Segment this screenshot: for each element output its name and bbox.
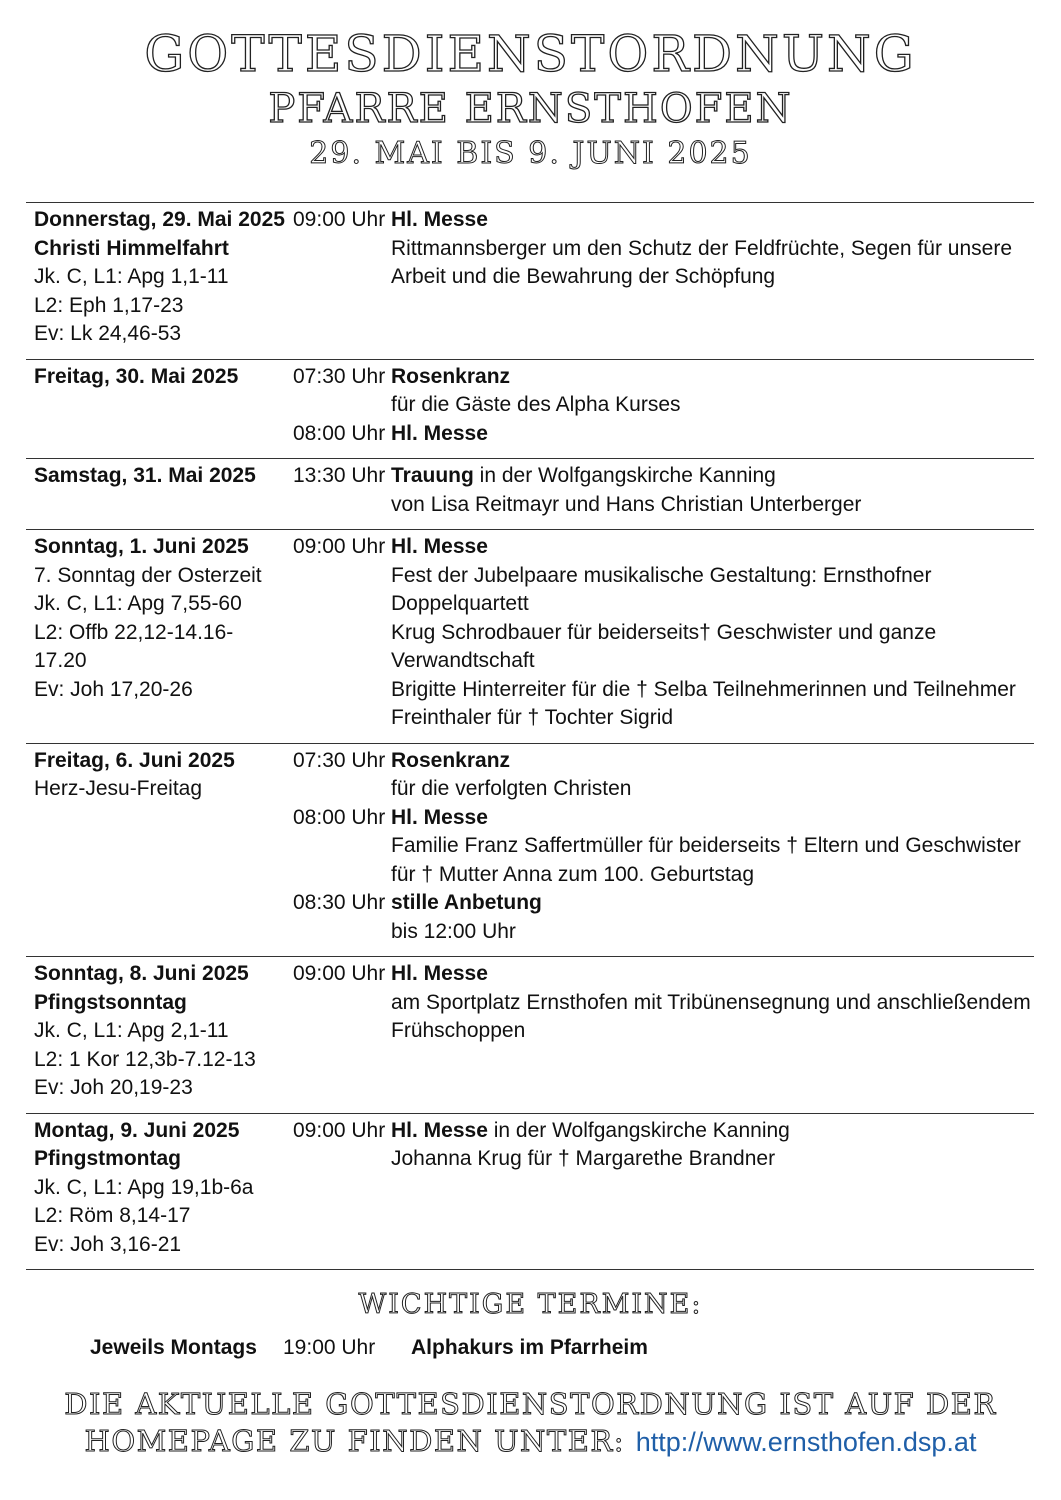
service-detail: Krug Schrodbauer für beiderseits† Geschwister und ganze <box>391 620 937 644</box>
service-title-line <box>391 533 1034 562</box>
schedule-row <box>26 458 1034 529</box>
service-title-line <box>391 889 1034 918</box>
service-title: Hl. Messe <box>391 535 488 558</box>
service-title-line <box>391 1117 1034 1146</box>
date-column <box>26 363 293 449</box>
service-body <box>391 533 1034 733</box>
service-title-line <box>391 420 1034 449</box>
day-date: Freitag, 30. Mai 2025 <box>34 364 239 388</box>
date-column <box>26 1117 293 1260</box>
reading: L2: Offb 22,12-14.16- <box>34 620 234 644</box>
service-entry <box>293 889 1034 946</box>
service-time: 13:30 Uhr <box>293 464 386 487</box>
service-time: 07:30 Uhr <box>293 748 386 772</box>
feast-name: Pfingstsonntag <box>34 990 187 1014</box>
service-title: stille Anbetung <box>391 891 542 914</box>
service-time: 08:30 Uhr <box>293 891 386 914</box>
schedule-row <box>26 743 1034 957</box>
header <box>0 24 1061 174</box>
footer-note <box>0 1386 1061 1461</box>
reading: Ev: Joh 17,20-26 <box>34 677 193 701</box>
events-column <box>293 533 1034 733</box>
footer-line-1: DIE AKTUELLE GOTTESDIENSTORDNUNG IST AUF DER <box>64 1387 997 1421</box>
service-detail: Fest der Jubelpaare musikalische Gestaltung: Ernsthofner <box>391 563 932 587</box>
schedule-table <box>26 202 1034 1270</box>
service-detail: bis 12:00 Uhr <box>391 919 516 943</box>
service-title-line <box>391 804 1034 833</box>
events-column <box>293 363 1034 449</box>
service-body <box>391 363 1034 420</box>
service-time: 09:00 Uhr <box>293 1118 386 1142</box>
date-column <box>26 533 293 733</box>
homepage-link[interactable]: http://www.ernsthofen.dsp.at <box>635 1427 977 1457</box>
footer-line-2: HOMEPAGE ZU FINDEN UNTER: <box>84 1424 626 1458</box>
schedule-row <box>26 956 1034 1113</box>
reading: Herz-Jesu-Freitag <box>34 777 203 800</box>
service-body <box>391 804 1034 890</box>
service-entry <box>293 747 1034 804</box>
day-date: Sonntag, 8. Juni 2025 <box>34 962 249 985</box>
service-detail: Johanna Krug für † Margarethe Brandner <box>391 1147 776 1170</box>
feast-name: Christi Himmelfahrt <box>34 236 229 260</box>
service-body <box>391 420 1034 449</box>
service-entry <box>293 206 1034 292</box>
service-time: 09:00 Uhr <box>293 535 386 558</box>
service-detail: für die verfolgten Christen <box>391 777 632 800</box>
service-time: 07:30 Uhr <box>293 364 386 388</box>
parish-name: PFARRE ERNSTHOFEN <box>268 86 793 132</box>
service-title: Rosenkranz <box>391 748 511 772</box>
reading: Jk. C, L1: Apg 1,1-11 <box>34 265 229 288</box>
reading: Ev: Lk 24,46-53 <box>34 322 182 345</box>
service-title: Hl. Messe <box>391 805 488 829</box>
service-detail: am Sportplatz Ernsthofen mit Tribünensegnung und anschließendem <box>391 990 1031 1014</box>
service-entry <box>293 1117 1034 1174</box>
service-entry <box>293 960 1034 1046</box>
reading: Jk. C, L1: Apg 7,55-60 <box>34 592 242 615</box>
page-title: GOTTESDIENSTORDNUNG <box>144 25 917 83</box>
date-column <box>26 206 293 349</box>
service-detail: Doppelquartett <box>391 592 529 615</box>
schedule-row <box>26 202 1034 359</box>
day-date: Sonntag, 1. Juni 2025 <box>34 535 249 558</box>
schedule-row <box>26 529 1034 743</box>
service-body <box>391 747 1034 804</box>
day-date: Montag, 9. Juni 2025 <box>34 1118 240 1142</box>
service-detail: Familie Franz Saffertmüller für beiderseits † Eltern und Geschwister <box>391 834 1021 857</box>
events-column <box>293 960 1034 1103</box>
date-column <box>26 960 293 1103</box>
service-entry <box>293 363 1034 420</box>
service-detail: Rittmannsberger um den Schutz der Feldfrüchte, Segen für unsere <box>391 236 1012 260</box>
service-time: 09:00 Uhr <box>293 208 386 231</box>
service-detail: Brigitte Hinterreiter für die † Selba Teilnehmerinnen und Teilnehmer <box>391 677 1016 701</box>
events-column <box>293 747 1034 947</box>
service-location: in der Wolfgangskirche Kanning <box>487 1118 790 1142</box>
service-title: Hl. Messe <box>391 1118 488 1142</box>
service-title-line <box>391 462 1034 491</box>
service-location: in der Wolfgangskirche Kanning <box>473 464 776 487</box>
reading: 7. Sonntag der Osterzeit <box>34 563 262 587</box>
feast-name: Pfingstmontag <box>34 1147 181 1170</box>
service-title: Rosenkranz <box>391 364 511 388</box>
service-entry <box>293 420 1034 449</box>
events-column <box>293 206 1034 349</box>
service-body <box>391 1117 1034 1174</box>
service-detail: Verwandtschaft <box>391 649 535 672</box>
day-date: Samstag, 31. Mai 2025 <box>34 464 256 487</box>
reading: L2: Röm 8,14-17 <box>34 1204 191 1227</box>
reading: Ev: Joh 3,16-21 <box>34 1232 182 1256</box>
service-title: Trauung <box>391 464 474 487</box>
reading: Ev: Joh 20,19-23 <box>34 1076 193 1099</box>
termine-what: Alphakurs im Pfarrheim <box>411 1336 648 1359</box>
service-entry <box>293 533 1034 733</box>
reading: L2: 1 Kor 12,3b-7.12-13 <box>34 1047 256 1071</box>
day-date: Donnerstag, 29. Mai 2025 <box>34 208 285 231</box>
reading: L2: Eph 1,17-23 <box>34 293 184 317</box>
date-range: 29. MAI BIS 9. JUNI 2025 <box>309 136 752 171</box>
service-detail: für † Mutter Anna zum 100. Geburtstag <box>391 862 755 886</box>
date-column <box>26 747 293 947</box>
service-title: Hl. Messe <box>391 208 488 231</box>
service-body <box>391 889 1034 946</box>
termine-when: Jeweils Montags <box>90 1336 257 1359</box>
service-detail: Freinthaler für † Tochter Sigrid <box>391 706 674 729</box>
service-detail: Frühschoppen <box>391 1019 526 1042</box>
service-detail: von Lisa Reitmayr und Hans Christian Unterberger <box>391 492 862 516</box>
schedule-row <box>26 1113 1034 1271</box>
service-time: 09:00 Uhr <box>293 962 386 985</box>
important-dates-row <box>90 1334 648 1362</box>
service-time: 08:00 Uhr <box>293 421 386 445</box>
service-detail: für die Gäste des Alpha Kurses <box>391 393 681 416</box>
service-title-line <box>391 960 1034 989</box>
service-title: Hl. Messe <box>391 962 488 985</box>
termine-time: 19:00 Uhr <box>283 1336 376 1359</box>
service-title: Hl. Messe <box>391 421 488 445</box>
service-time: 08:00 Uhr <box>293 805 386 829</box>
service-title-line <box>391 363 1034 392</box>
service-detail: Arbeit und die Bewahrung der Schöpfung <box>391 265 776 288</box>
reading: Jk. C, L1: Apg 19,1b-6a <box>34 1175 254 1199</box>
reading: 17.20 <box>34 649 87 672</box>
service-body <box>391 960 1034 1046</box>
service-body <box>391 462 1034 519</box>
day-date: Freitag, 6. Juni 2025 <box>34 748 235 772</box>
service-entry <box>293 804 1034 890</box>
service-entry <box>293 462 1034 519</box>
service-body <box>391 206 1034 292</box>
important-dates-heading: WICHTIGE TERMINE: <box>358 1289 703 1320</box>
service-title-line <box>391 206 1034 235</box>
schedule-row <box>26 359 1034 459</box>
reading: Jk. C, L1: Apg 2,1-11 <box>34 1019 229 1042</box>
events-column <box>293 1117 1034 1260</box>
service-title-line <box>391 747 1034 776</box>
events-column <box>293 462 1034 519</box>
date-column <box>26 462 293 519</box>
